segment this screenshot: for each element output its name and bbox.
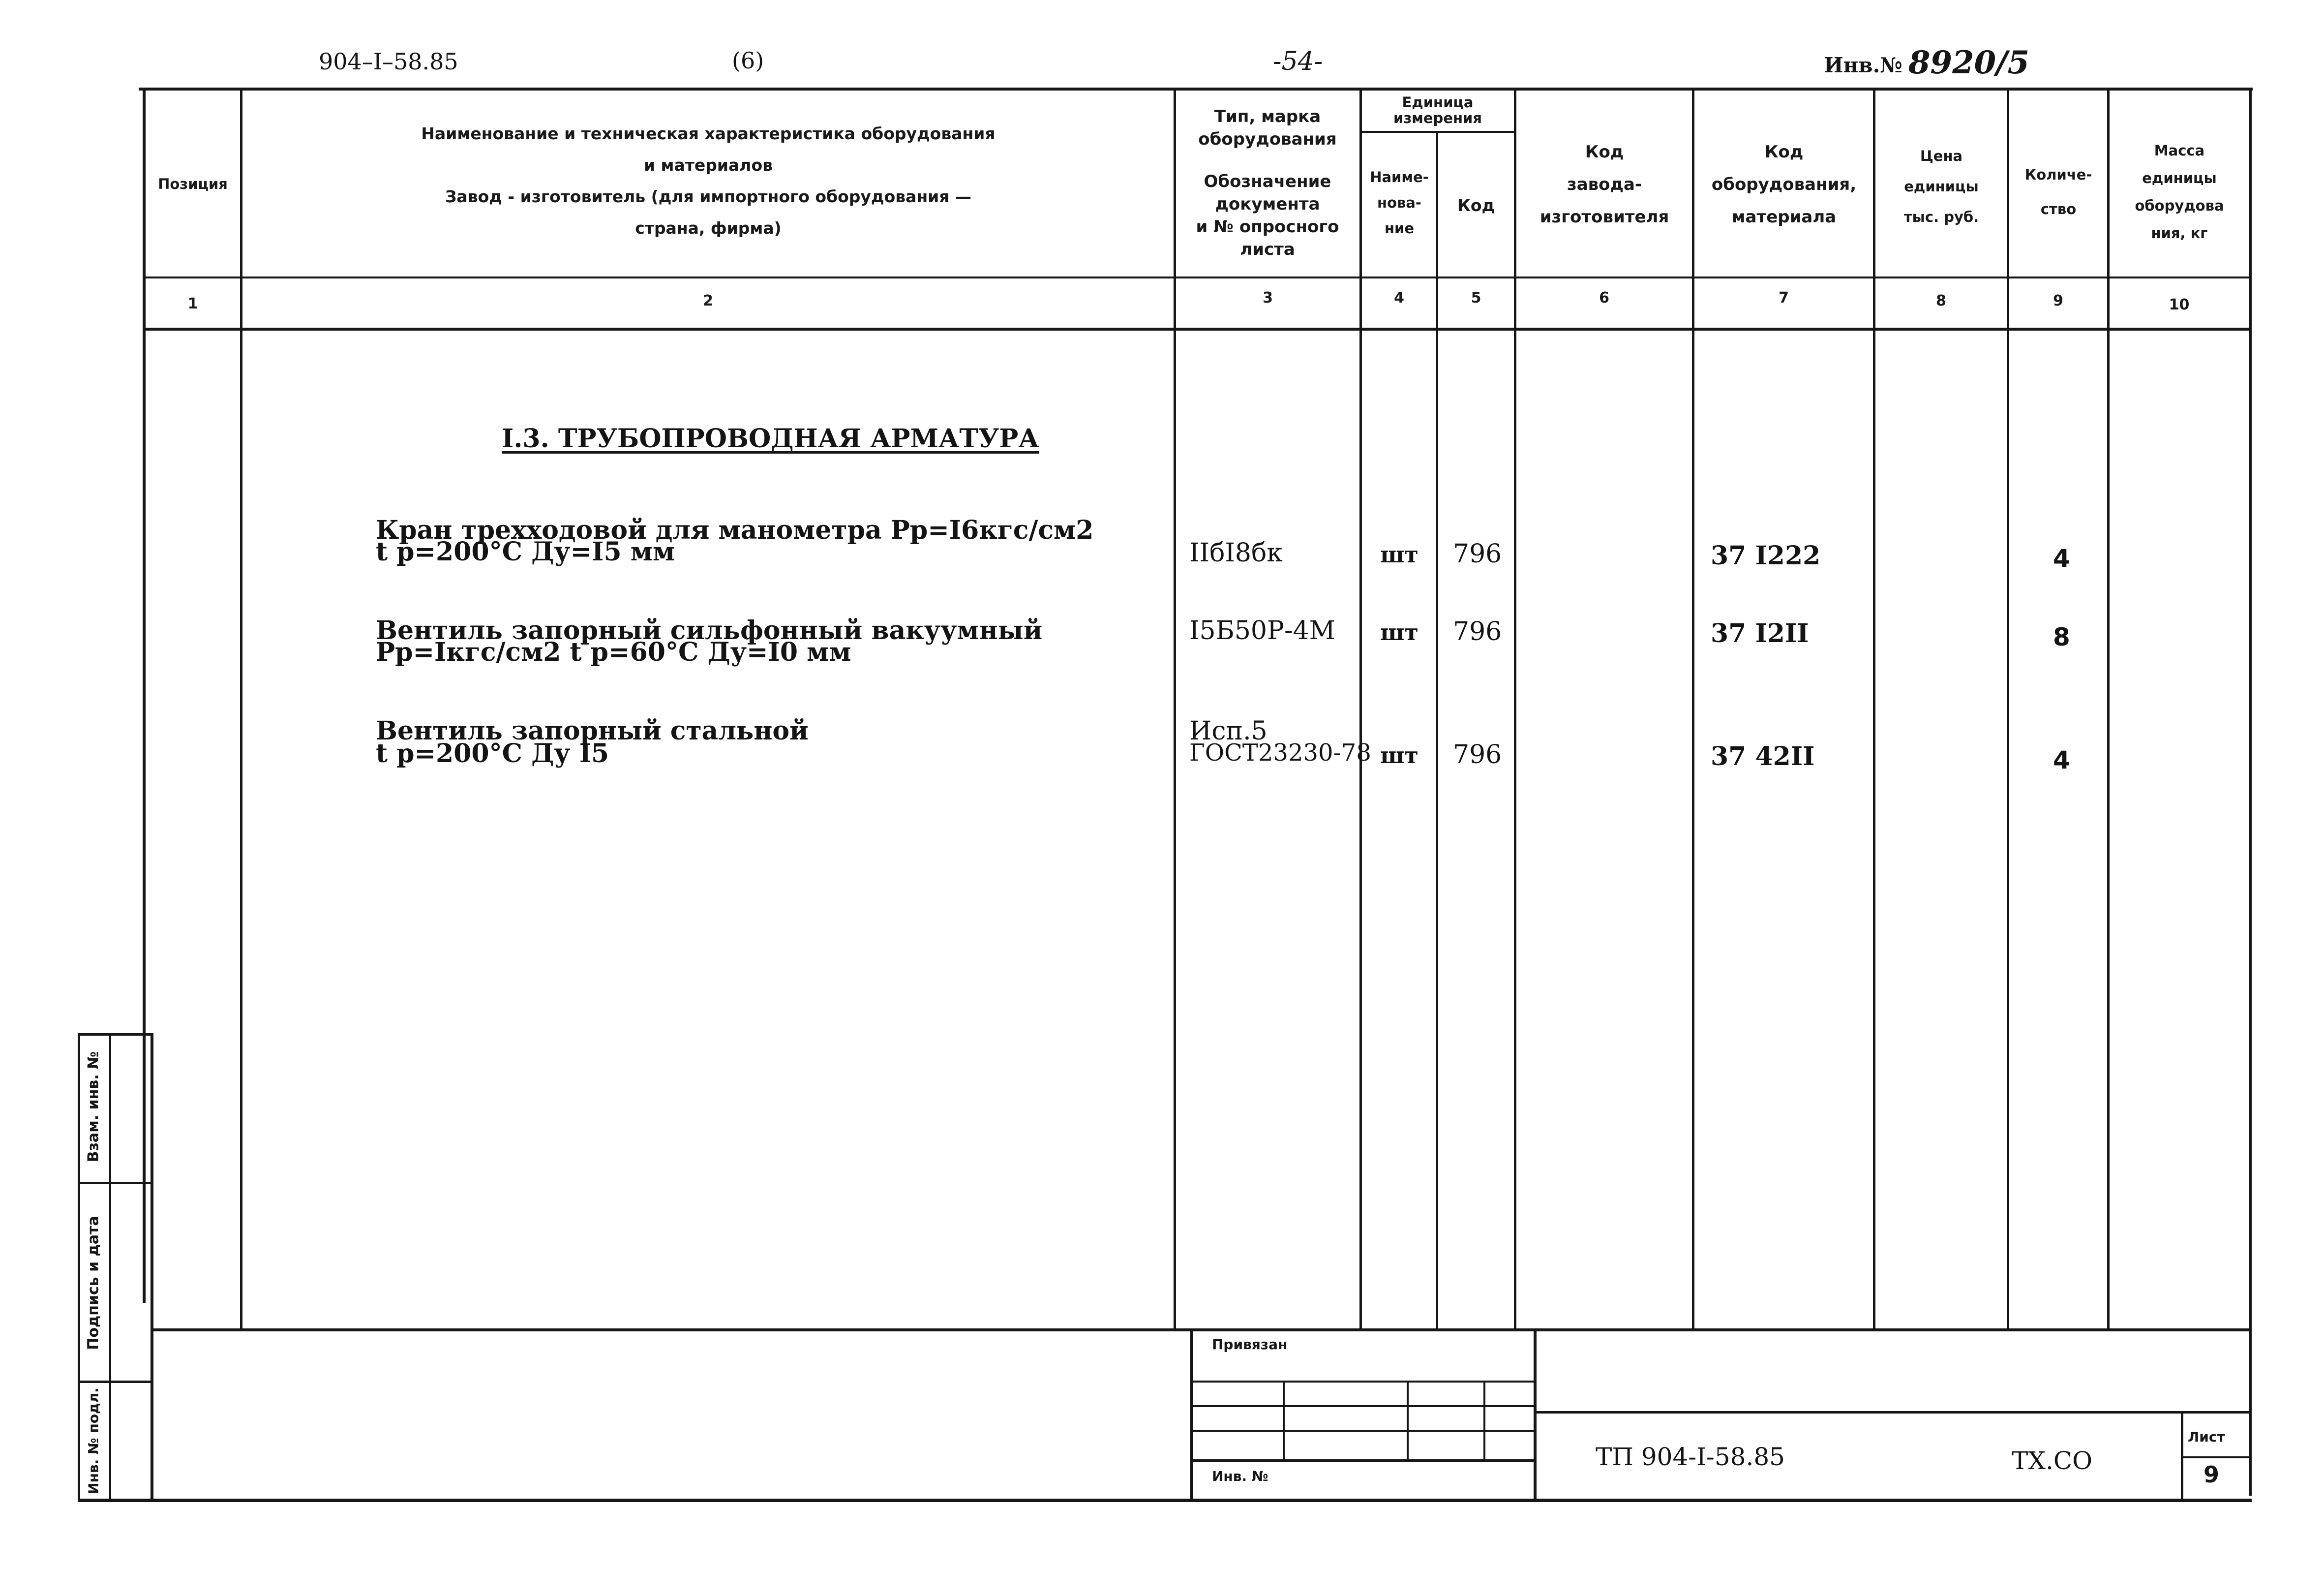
header-plant-code: Код завода- изготовителя — [1539, 142, 1669, 227]
row-2-type: I5Б50Р-4М — [1189, 616, 1335, 646]
col-divider-9 — [2107, 90, 2110, 1330]
col-divider-7 — [1873, 90, 1875, 1330]
col-divider-5 — [1514, 90, 1516, 1330]
col-divider-6 — [1692, 90, 1694, 1330]
column-number-1: 1 — [187, 295, 198, 312]
document-code: ТП 904-I-58.85 — [1596, 1443, 1785, 1471]
header-position: Позиция — [158, 176, 228, 192]
row-2-unit: шт — [1380, 619, 1419, 646]
side-stamp-orig-inv: Инв. № подл. — [85, 1387, 102, 1494]
row-3-name-line2: t р=200°С Ду I5 — [376, 738, 609, 769]
page-number: -54- — [1273, 47, 1323, 76]
side-stamp-signature: Подпись и дата — [85, 1216, 102, 1350]
header-divider — [146, 277, 2249, 278]
row-2-material-code: 37 I2II — [1711, 618, 1809, 648]
row-3-type-line2: ГОСТ23230-78 — [1189, 739, 1371, 767]
frame-right — [2249, 88, 2252, 1496]
col-divider-8 — [2007, 90, 2009, 1330]
column-number-9: 9 — [2053, 292, 2063, 309]
sheet-cell-left — [2181, 1411, 2183, 1500]
sheet-cell-mid — [2182, 1456, 2251, 1458]
part-number: (6) — [732, 47, 764, 74]
row-1-type: IIбI8бк — [1189, 538, 1283, 568]
series-number: 904–I–58.85 — [319, 48, 458, 75]
col-divider-2 — [1174, 90, 1176, 1330]
header-unit-name: Наиме- нова- ние — [1370, 169, 1429, 237]
column-number-6: 6 — [1599, 289, 1609, 307]
row-1-quantity: 4 — [2053, 544, 2070, 573]
stamp-row-line-3 — [1190, 1430, 1535, 1432]
title-block-split — [1534, 1328, 1537, 1501]
row-2-unit-code: 796 — [1453, 617, 1502, 646]
title-block-top — [153, 1328, 2252, 1331]
row-3-unit-code: 796 — [1453, 740, 1502, 769]
stamp-col-line-2 — [1407, 1381, 1409, 1460]
side-stamp-replace-inv: Взам. инв. № — [85, 1051, 102, 1163]
frame-left-lower — [151, 1033, 153, 1501]
side-stamp-inner — [109, 1033, 111, 1501]
inventory-label: Инв.№ — [1824, 53, 1902, 77]
title-main-divider — [1537, 1411, 2252, 1414]
stamp-row-line-1 — [1190, 1381, 1535, 1383]
stamp-col-line-3 — [1483, 1381, 1485, 1460]
attached-label: Привязан — [1212, 1336, 1288, 1353]
column-number-5: 5 — [1471, 289, 1481, 307]
document-mark: ТХ.СО — [2012, 1446, 2093, 1475]
row-3-name-line1: Вентиль запорный стальной — [376, 716, 809, 746]
column-number-10: 10 — [2169, 296, 2190, 313]
col-divider-3 — [1359, 90, 1362, 1330]
inv-no-label: Инв. № — [1212, 1468, 1268, 1484]
column-number-divider — [146, 328, 2249, 331]
title-block-left-edge — [1190, 1328, 1193, 1501]
header-material-code: Код оборудования, материала — [1711, 142, 1857, 227]
row-1-unit-code: 796 — [1453, 539, 1502, 569]
col-divider-1 — [240, 90, 242, 1330]
inventory-number: 8920/5 — [1908, 44, 2030, 81]
row-1-material-code: 37 I222 — [1711, 541, 1821, 571]
section-title: I.3. ТРУБОПРОВОДНАЯ АРМАТУРА — [502, 424, 1039, 454]
row-1-name-line2: t р=200°С Ду=I5 мм — [376, 537, 675, 567]
header-quantity: Количе- ство — [2024, 166, 2092, 217]
row-2-name-line1: Вентиль запорный сильфонный вакуумный — [376, 615, 1043, 646]
row-3-unit: шт — [1380, 742, 1419, 769]
row-2-quantity: 8 — [2053, 623, 2070, 651]
row-1-unit: шт — [1380, 541, 1419, 568]
stamp-col-line-1 — [1283, 1381, 1285, 1460]
row-3-type-line1: Исп.5 — [1189, 716, 1268, 746]
header-name: Наименование и техническая характеристика оборудования и материалов Завод - изготовитель (для импортного оборудования — страна, фирма) — [421, 124, 996, 238]
side-stamp-left — [78, 1033, 80, 1501]
header-type: Тип, марка оборудования Обозначение документа и № опросного листа — [1196, 107, 1339, 259]
frame-left — [143, 88, 146, 1303]
column-number-4: 4 — [1394, 289, 1404, 307]
side-stamp-div1 — [78, 1182, 152, 1184]
row-1-name-line1: Кран трехходовой для манометра Рр=I6кгс/см2 — [376, 515, 1094, 545]
col-divider-4 — [1436, 132, 1438, 1330]
column-number-2: 2 — [703, 292, 713, 309]
unit-group-divider — [1359, 131, 1516, 133]
column-number-7: 7 — [1779, 289, 1789, 307]
row-3-material-code: 37 42II — [1711, 741, 1815, 771]
frame-bottom — [78, 1499, 2252, 1502]
frame-top — [139, 88, 2253, 91]
sheet-number: 9 — [2203, 1461, 2220, 1488]
header-unit-code: Код — [1457, 196, 1495, 215]
row-3-quantity: 4 — [2053, 746, 2070, 774]
stamp-row-line-4 — [1190, 1459, 1535, 1462]
header-mass: Масса единицы оборудова ния, кг — [2135, 142, 2224, 242]
column-number-3: 3 — [1263, 289, 1273, 307]
sheet-label: Лист — [2188, 1429, 2225, 1445]
stamp-row-line-2 — [1190, 1405, 1535, 1407]
header-price: Цена единицы тыс. руб. — [1903, 148, 1979, 225]
column-number-8: 8 — [1936, 292, 1946, 309]
header-unit-group: Единица измерения — [1393, 94, 1482, 126]
row-2-name-line2: Рр=Iкгс/см2 t р=60°С Ду=I0 мм — [376, 637, 851, 667]
